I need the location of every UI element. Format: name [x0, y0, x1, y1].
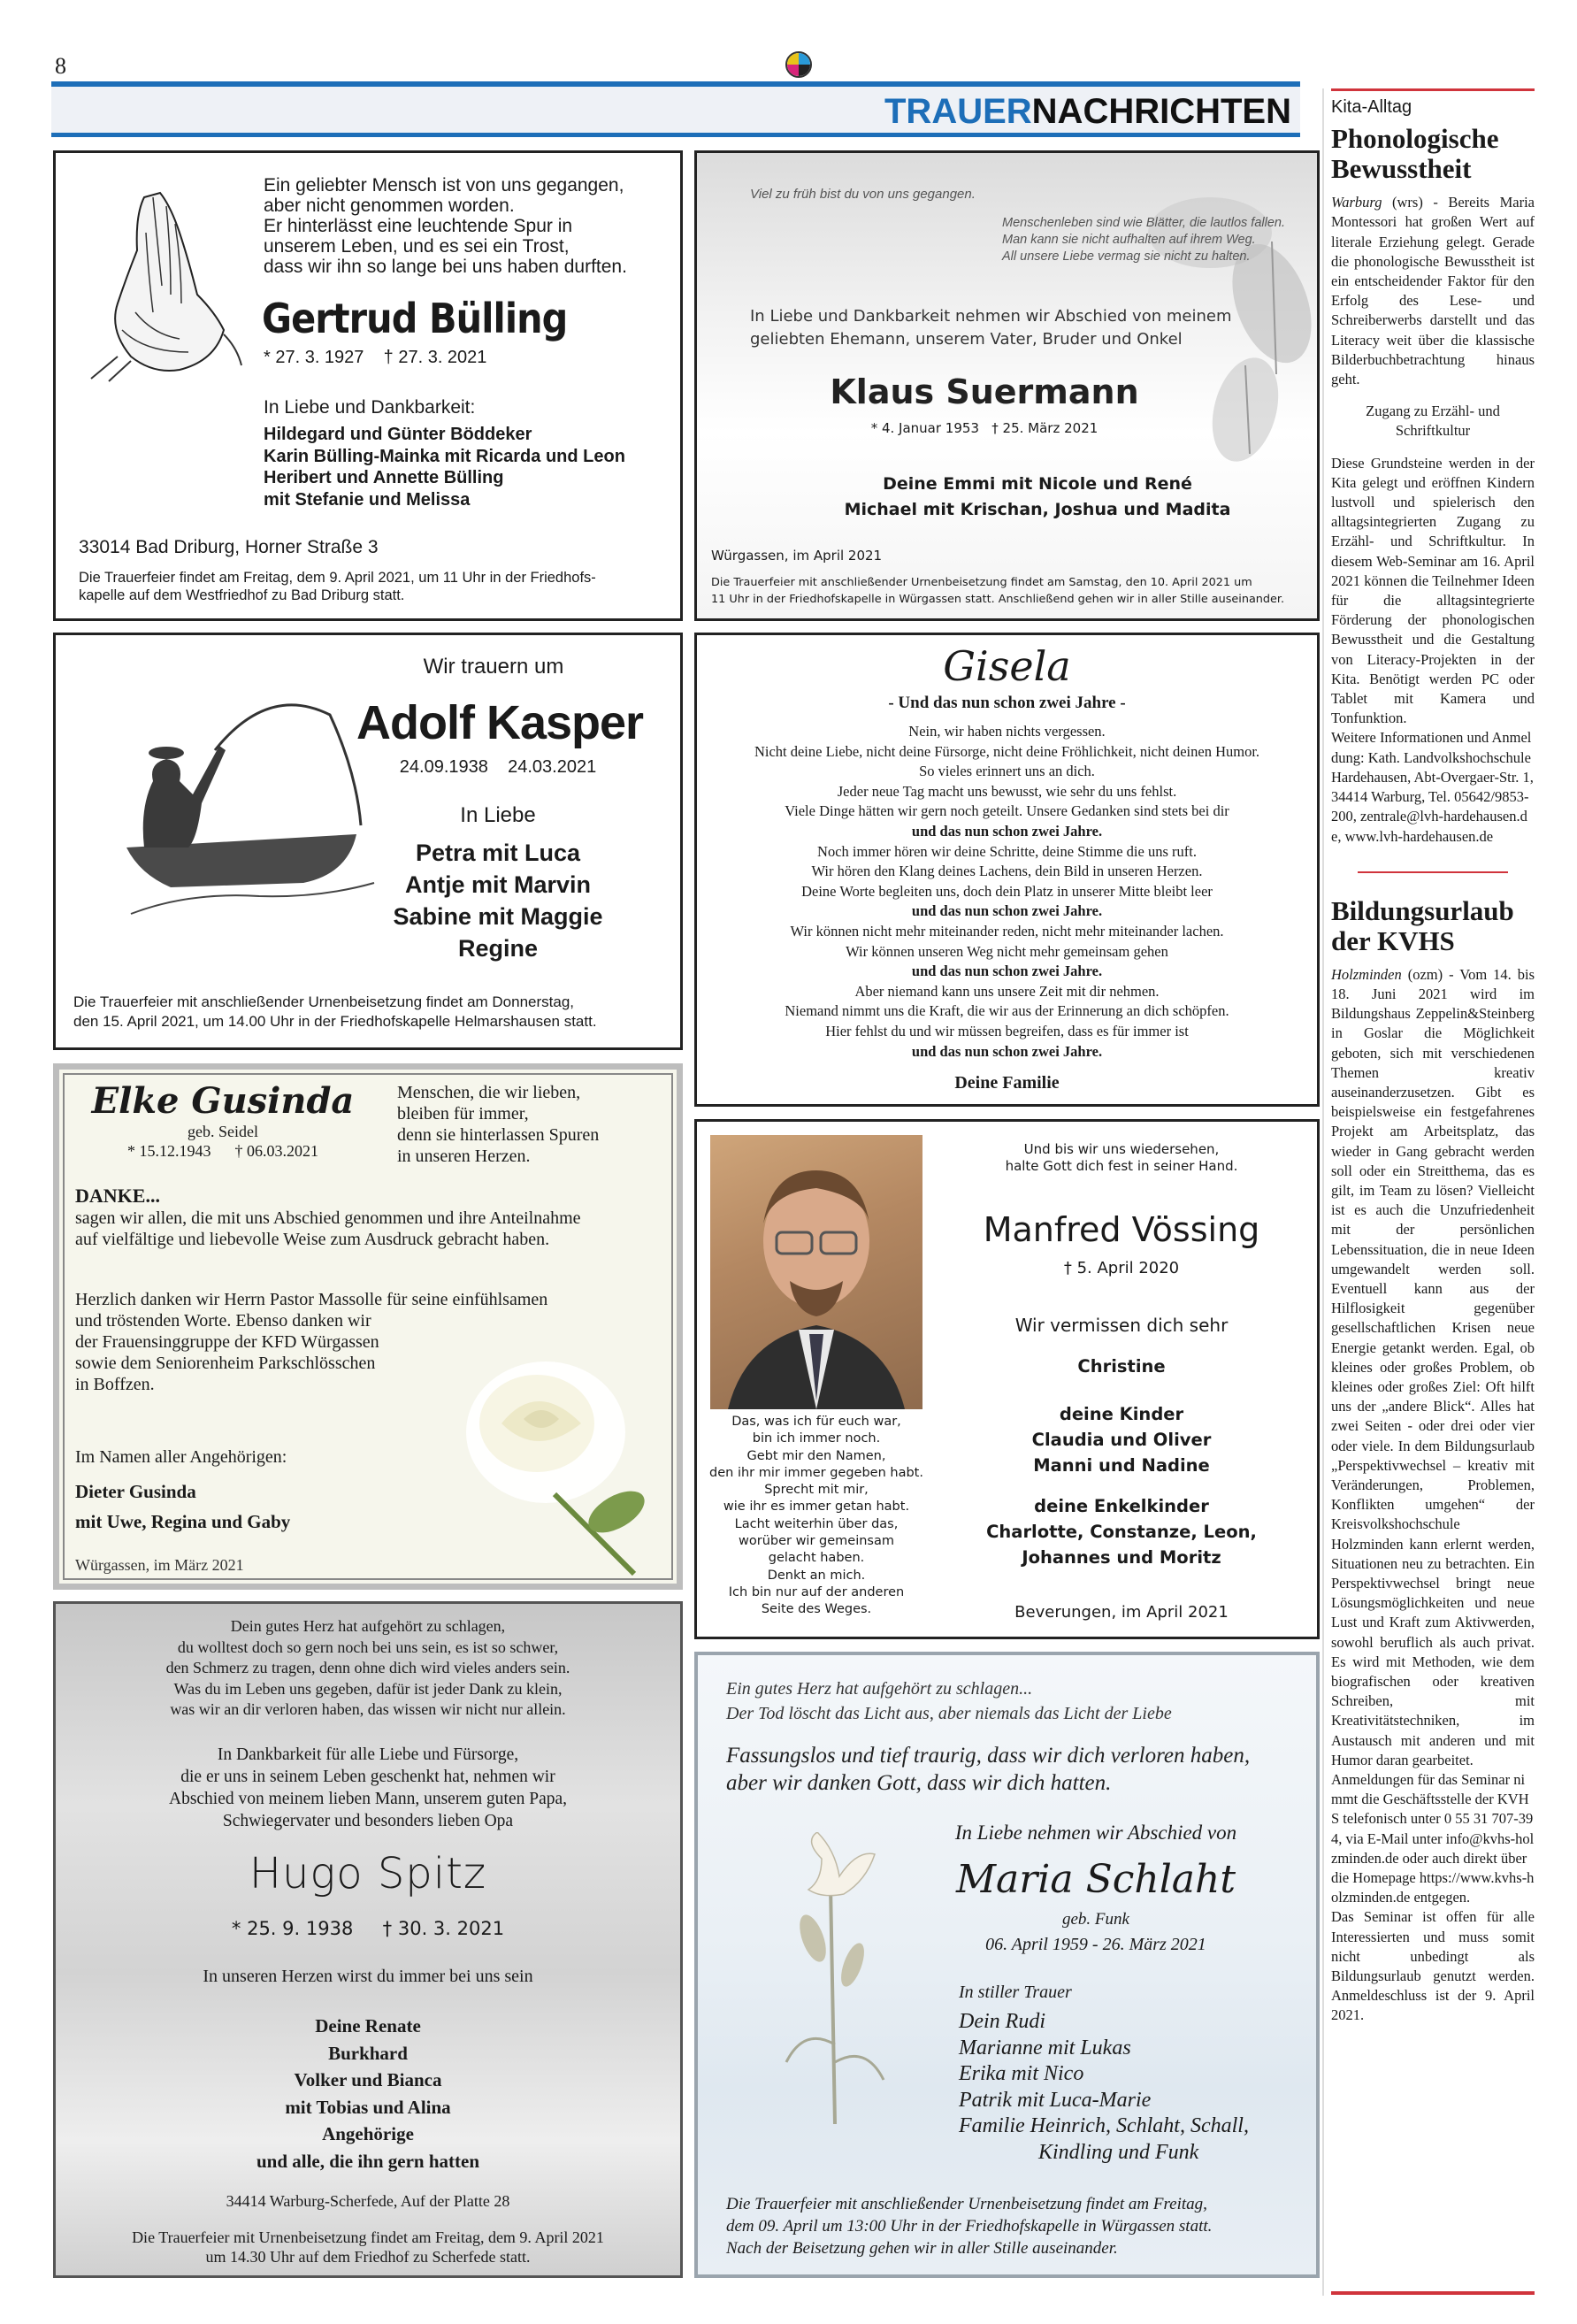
sidebar-news-column: [1331, 97, 1535, 2026]
life-dates: * 25. 9. 1938 † 30. 3. 2021: [231, 1918, 505, 1939]
family-intro: In Liebe: [460, 803, 536, 827]
section-header-bar: [51, 81, 1300, 133]
family-member: Deine Emmi mit Nicole und René: [883, 474, 1192, 494]
family-member: Claudia und Oliver: [1031, 1430, 1212, 1450]
family-member: deine Enkelkinder: [1034, 1496, 1209, 1516]
funeral-line: Die Trauerfeier mit anschließender Urnenbeisetzung findet am Samstag, den 10. April 2021 um: [711, 576, 1252, 589]
poem-line: Noch immer hören wir deine Schritte, deine Stimme die uns ruft.: [817, 842, 1197, 860]
poem-line: Menschen, die wir lieben,: [397, 1083, 581, 1102]
family-member: mit Stefanie und Melissa: [264, 489, 471, 510]
poem-line: Wir hören den Klang deines Lachens, dein Bild in unseren Herzen.: [811, 863, 1203, 880]
deceased-name: Klaus Suermann: [830, 372, 1139, 411]
funeral-line: den 15. April 2021, um 14.00 Uhr in der Friedhofskapelle Helmarshausen statt.: [73, 1013, 597, 1030]
poem: [264, 175, 627, 277]
quote-line: halte Gott dich fest in seiner Hand.: [1005, 1158, 1238, 1174]
poem-line: Nicht deine Liebe, nicht deine Fürsorge, nicht deine Fröhlichkeit, nicht deinen Humor.: [754, 742, 1260, 760]
life-dates: * 27. 3. 1927 † 27. 3. 2021: [264, 348, 487, 367]
funeral-line: dem 09. April um 13:00 Uhr in der Friedhofskapelle in Würgassen statt.: [726, 2217, 1213, 2236]
thanks-line: und tröstenden Worte. Ebenso danken wir: [75, 1311, 371, 1331]
family-intro: Wir vermissen dich sehr: [1014, 1315, 1229, 1336]
poem-line: bleiben für immer,: [397, 1104, 529, 1124]
family-list: [348, 837, 648, 964]
family-member: Manni und Nadine: [1033, 1455, 1210, 1476]
lead-line: Fassungslos und tief traurig, dass wir dich verloren haben,: [726, 1744, 1251, 1768]
lily-icon: [769, 1832, 901, 2124]
born-name: geb. Seidel: [188, 1123, 258, 1140]
header-rule: [51, 133, 1300, 137]
family-member: mit Tobias und Alina: [285, 2096, 451, 2118]
sidebar-bottom-rule: [1331, 2291, 1535, 2295]
place-date: Beverungen, im April 2021: [1014, 1603, 1229, 1622]
family-member: Hildegard und Günter Böddeker: [264, 425, 532, 444]
obituary-gisela: [694, 633, 1320, 1107]
obituary-maria-schlaht: [694, 1652, 1320, 2278]
poem: [397, 1082, 599, 1167]
poem-line: Ich bin nur auf der anderen: [728, 1584, 905, 1599]
sidebar-kicker: Kita-Alltag: [1331, 97, 1412, 117]
farewell-intro: In Liebe nehmen wir Abschied von: [954, 1822, 1237, 1844]
sidebar-separator: [1358, 871, 1508, 873]
poem-line: worüber wir gemeinsam: [739, 1534, 894, 1549]
sidebar-paragraph: [1331, 193, 1535, 389]
poem-line: bin ich immer noch.: [752, 1431, 881, 1446]
poem-line: Was du im Leben uns gegeben, dafür ist jeder Dank zu klein,: [173, 1679, 563, 1698]
refrain-line: und das nun schon zwei Jahre.: [911, 822, 1103, 840]
deceased-name: Manfred Vössing: [983, 1210, 1260, 1249]
family-member: mit Uwe, Regina und Gaby: [75, 1511, 291, 1532]
quote-top: Viel zu früh bist du von uns gegangen.: [750, 187, 976, 202]
poem-line: Wir können unseren Weg nicht mehr gemeinsam gehen: [846, 942, 1168, 960]
quote-line: Man kann sie nicht aufhalten auf ihrem Weg.: [1002, 233, 1256, 247]
quote-line: All unsere Liebe vermag sie nicht zu halten.: [1002, 249, 1251, 264]
grief-intro: In stiller Trauer: [959, 1983, 1072, 2002]
family-member: Dieter Gusinda: [75, 1481, 196, 1502]
family-member: Familie Heinrich, Schlaht, Schall,: [959, 2114, 1249, 2137]
place-date: Würgassen, im April 2021: [711, 548, 883, 564]
sidebar-paragraph: [1331, 965, 1535, 1770]
thanks-text: [75, 1208, 581, 1250]
section-title-part-b: NACHRICHTEN: [1031, 92, 1291, 131]
funeral-info: [56, 2228, 680, 2266]
family-member: Marianne mit Lukas: [959, 2036, 1131, 2059]
section-title: [884, 92, 1291, 132]
funeral-line: Die Trauerfeier findet am Freitag, dem 9. April 2021, um 11 Uhr in der Friedhofs-: [79, 570, 596, 586]
signature: Deine Familie: [954, 1073, 1060, 1093]
life-dates: * 4. Januar 1953 † 25. März 2021: [870, 420, 1099, 436]
obituary-klaus-suermann: [694, 150, 1320, 621]
obituary-elke-gusinda: [53, 1063, 683, 1590]
life-dates: * 15.12.1943 † 06.03.2021: [127, 1142, 318, 1160]
family-member: Regine: [457, 935, 539, 962]
portrait-photo-icon: [710, 1135, 922, 1409]
poem-line: denn sie hinterlassen Spuren: [397, 1125, 600, 1145]
sidebar-paragraph: Anmeldungen für das Seminar nimmt die Geschäftsstelle der KVHS telefonisch unter 0 55 31 707-394, via E-Mail unter info@kvhs-holzminden.de oder auch direkt über die Homepage https://www.kvhs-holzminden.de entgegen.: [1331, 1771, 1535, 1906]
sidebar-divider: [1322, 88, 1324, 2296]
poem-line: du wolltest doch so gern noch bei uns sein, es ist so schwer,: [177, 1638, 559, 1656]
funeral-info: [73, 993, 597, 1032]
quote: [726, 1676, 1172, 1726]
quote-line: Menschenleben sind wie Blätter, die lautlos fallen.: [1002, 216, 1285, 230]
funeral-line: Die Trauerfeier mit anschließender Urnenbeisetzung findet am Freitag,: [726, 2195, 1207, 2213]
funeral-info: [711, 574, 1284, 608]
poem-line: Wir können nicht mehr miteinander reden, nicht mehr miteinander lachen.: [790, 922, 1224, 940]
quote-line: Ein gutes Herz hat aufgehört zu schlagen...: [726, 1679, 1033, 1699]
family-intro: In Liebe und Dankbarkeit:: [264, 397, 476, 418]
thanks-line: der Frauensinggruppe der KFD Würgassen: [75, 1332, 379, 1352]
poem-line: Nein, wir haben nichts vergessen.: [908, 723, 1106, 740]
family-member: Volker und Bianca: [294, 2069, 442, 2090]
deceased-name: Adolf Kasper: [356, 696, 644, 749]
lead-line: aber wir danken Gott, dass wir dich hatten.: [726, 1771, 1112, 1795]
poem-line: Jeder neue Tag macht uns bewusst, wie sehr du uns fehlst.: [837, 782, 1177, 800]
address: 34414 Warburg-Scherfede, Auf der Platte 28: [226, 2192, 510, 2210]
sidebar-subheading: Zugang zu Erzähl- und Schriftkultur: [1366, 403, 1500, 440]
family-member: Erika mit Nico: [959, 2062, 1084, 2085]
intro-line: Abschied von meinem lieben Mann, unserem guten Papa,: [168, 1790, 567, 1808]
life-dates: † 5. April 2020: [1063, 1259, 1180, 1277]
header: Wir trauern um: [423, 655, 564, 679]
obituary-hugo-spitz: [53, 1601, 683, 2278]
family-member: Petra mit Luca: [415, 840, 581, 866]
life-dates: 24.09.1938 24.03.2021: [399, 757, 597, 777]
funeral-line: kapelle auf dem Westfriedhof zu Bad Driburg statt.: [79, 587, 405, 603]
place-date: Würgassen, im März 2021: [75, 1556, 244, 1574]
family-children: [936, 1401, 1307, 1478]
family-list: [75, 1476, 290, 1537]
lead-text: [726, 1742, 1250, 1797]
poem-line: Seite des Weges.: [761, 1602, 872, 1617]
poem-line: Denkt an mich.: [767, 1568, 866, 1583]
poem-line: Das, was ich für euch war,: [731, 1415, 901, 1429]
angler-boat-icon: [91, 693, 383, 932]
sidebar-paragraph: Diese Grundsteine werden in der Kita gelegt und eröffnen Kindern lustvoll und spielerisch den alltagsintegrierten Zugang zu Erzähl- und Schriftkultur. In diesem Web-Seminar am 16. April 2021 können die Teilnehmer Ideen für die alltagsintegrierte Förderung der phonologischen Bewusstheit und die Gestaltung von Literacy-Projekten in der Kita. Benötigt werden PC oder Tablet mit Kamera und Tonfunktion.: [1331, 454, 1535, 727]
sidebar-dateline: Holzminden: [1331, 965, 1402, 983]
deceased-name: Gertrud Bülling: [262, 295, 568, 342]
family-list: [264, 424, 625, 510]
quote-verse: [1002, 215, 1285, 265]
poem-line: den ihr mir immer gegeben habt.: [709, 1465, 923, 1480]
refrain-line: und das nun schon zwei Jahre.: [911, 1042, 1103, 1060]
deceased-name: Gisela: [943, 642, 1071, 690]
intro-line: die er uns in seinem Leben geschenkt hat, nehmen wir: [180, 1768, 555, 1786]
poem-line: was wir an dir verloren haben, das wissen wir nicht nur allein.: [170, 1700, 566, 1718]
sidebar-top-rule: [1331, 88, 1535, 91]
poem-line: Dein gutes Herz hat aufgehört zu schlagen,: [230, 1617, 506, 1635]
poem: [706, 1414, 927, 1619]
family-list: [959, 2009, 1249, 2140]
poem-line: gelacht haben.: [768, 1551, 865, 1566]
sidebar-headline-1: Phonologische Bewusstheit: [1331, 123, 1499, 185]
thanks-line: sagen wir allen, die mit uns Abschied genommen und ihre Anteilnahme: [75, 1208, 581, 1228]
family-member: und alle, die ihn gern hatten: [256, 2150, 480, 2172]
funeral-info: [79, 569, 596, 604]
intro-line: geliebten Ehemann, unserem Vater, Bruder und Onkel: [750, 330, 1183, 349]
farewell-intro: [750, 305, 1231, 351]
intro-line: In Liebe und Dankbarkeit nehmen wir Abschied von meinem: [750, 307, 1232, 326]
thanks-line: sowie dem Seniorenheim Parkschlösschen: [75, 1354, 376, 1373]
funeral-line: Nach der Beisetzung gehen wir in aller Stille auseinander.: [726, 2239, 1118, 2258]
refrain-line: und das nun schon zwei Jahre.: [911, 902, 1103, 920]
relatives-intro: Im Namen aller Angehörigen:: [75, 1447, 287, 1467]
life-dates: 06. April 1959 - 26. März 2021: [985, 1935, 1206, 1954]
thanks-title: DANKE...: [75, 1185, 160, 1207]
poem-line: den Schmerz zu tragen, denn ohne dich wird vieles anders sein.: [165, 1659, 570, 1676]
thanks-text-2: [75, 1289, 547, 1395]
poem-line: So vieles erinnert uns an dich.: [919, 763, 1095, 780]
obituary-adolf-kasper: [53, 633, 683, 1050]
funeral-line: Die Trauerfeier mit anschließender Urnenbeisetzung findet am Donnerstag,: [73, 993, 575, 1010]
poem-line: aber nicht genommen worden.: [264, 196, 515, 216]
praying-hands-icon: [82, 180, 250, 383]
sidebar-text: (wrs) - Bereits Maria Montessori hat großen Wert auf literale Erziehung gelegt. Gerade die phonologische Bewusstheit ist ein entscheidender Faktor für den Erfolg des Lese- und Schreiberwerbs darstellt und das Literacy weit über die klassische Bilderbuchbetrachtung hinaus geht.: [1331, 194, 1535, 388]
intro-line: Schwiegervater und besonders lieben Opa: [222, 1812, 514, 1830]
deceased-name: Maria Schlaht: [955, 1857, 1236, 1902]
poem: [56, 1616, 680, 1721]
family-member: Karin Bülling-Mainka mit Ricarda und Leon: [264, 446, 625, 466]
funeral-line: um 14.30 Uhr auf dem Friedhof zu Scherfede statt.: [205, 2248, 531, 2266]
poem-line: Gebt mir den Namen,: [746, 1448, 886, 1463]
hearts-line: In unseren Herzen wirst du immer bei uns sein: [203, 1967, 533, 1986]
funeral-line: 11 Uhr in der Friedhofskapelle in Würgassen statt. Anschließend gehen wir in aller Stille auseinander.: [711, 593, 1285, 606]
thanks-line: in Boffzen.: [75, 1375, 155, 1394]
family-member: Charlotte, Constanze, Leon,: [986, 1522, 1257, 1542]
poem-line: Viele Dinge hätten wir gern noch geteilt. Unsere Gedanken sind stets bei dir: [785, 802, 1229, 820]
funeral-info: [726, 2193, 1212, 2259]
family-member: Antje mit Marvin: [404, 871, 592, 898]
sidebar-paragraph: Weitere Informationen und Anmeldung: Kath. Landvolkshochschule Hardehausen, Abt-Overgaer-Str. 1, 34414 Warburg, Tel. 05642/9853-200, zentrale@lvh-hardehausen.de, www.lvh-hardehausen.de: [1331, 729, 1534, 845]
poem-line: Sprecht mit mir,: [764, 1483, 869, 1498]
registration-mark-icon: [785, 51, 812, 78]
poem-line: Niemand nimmt uns die Kraft, die wir aus der Erinnerung an dich schöpfen.: [785, 1002, 1229, 1020]
family-list: [838, 472, 1236, 523]
family-member: Patrik mit Luca-Marie: [959, 2088, 1152, 2112]
poem: [697, 722, 1317, 1062]
deceased-name: Elke Gusinda: [91, 1080, 355, 1122]
family-member: Michael mit Krischan, Joshua und Madita: [844, 500, 1231, 519]
section-title-part-a: TRAUER: [884, 92, 1032, 131]
refrain-line: und das nun schon zwei Jahre.: [911, 963, 1103, 980]
born-name: geb. Funk: [1062, 1910, 1129, 1929]
thanks-line: Herzlich danken wir Herrn Pastor Massolle für seine einfühlsamen: [75, 1290, 548, 1309]
quote: [936, 1141, 1307, 1175]
page-number: 8: [55, 53, 66, 79]
poem-line: unserem Leben, und es sei ein Trost,: [264, 236, 570, 257]
sidebar-dateline: Warburg: [1331, 194, 1382, 211]
family-member: Kindling und Funk: [1038, 2141, 1199, 2164]
family-member: deine Kinder: [1059, 1404, 1184, 1424]
poem-line: dass wir ihn so lange bei uns haben durften.: [264, 257, 627, 277]
quote-line: Der Tod löscht das Licht aus, aber niemals das Licht der Liebe: [726, 1704, 1172, 1723]
poem-line: Deine Worte begleiten uns, doch dein Platz in unserer Mitte bleibt leer: [801, 882, 1213, 900]
address: 33014 Bad Driburg, Horner Straße 3: [79, 537, 379, 557]
poem-line: wie ihr es immer getan habt.: [723, 1499, 910, 1515]
sidebar-headline-2: Bildungsurlaub der KVHS: [1331, 894, 1514, 956]
farewell-intro: [56, 1744, 680, 1832]
poem-line: Hier fehlst du und wir müssen begreifen, dass es für immer ist: [825, 1022, 1189, 1039]
obituary-manfred-vossing: [694, 1119, 1320, 1639]
poem-line: Er hinterlässt eine leuchtende Spur in: [264, 216, 573, 236]
family-member: Burkhard: [328, 2042, 408, 2064]
funeral-line: Die Trauerfeier mit Urnenbeisetzung findet am Freitag, dem 9. April 2021: [132, 2228, 604, 2246]
thanks-line: auf vielfältige und liebevolle Weise zum Ausdruck gebracht haben.: [75, 1230, 550, 1249]
poem-line: Aber niemand kann uns unsere Zeit mit dir nehmen.: [854, 982, 1160, 1000]
family-list: [56, 2013, 680, 2174]
family-member: Christine: [1077, 1356, 1166, 1377]
poem-line: in unseren Herzen.: [397, 1147, 531, 1166]
subtitle: - Und das nun schon zwei Jahre -: [888, 694, 1126, 712]
deceased-name: Hugo Spitz: [249, 1849, 487, 1898]
family-member: Johannes und Moritz: [1022, 1547, 1221, 1568]
family-grandchildren: [936, 1493, 1307, 1570]
poem-line: Ein geliebter Mensch ist von uns gegangen,: [264, 175, 624, 196]
family-member: Angehörige: [322, 2123, 414, 2144]
intro-line: In Dankbarkeit für alle Liebe und Fürsorge,: [217, 1745, 519, 1764]
quote-line: Und bis wir uns wiedersehen,: [1023, 1141, 1220, 1157]
obituary-gertrud-bulling: [53, 150, 683, 621]
family-member: Sabine mit Maggie: [393, 903, 603, 930]
sidebar-text: (ozm) - Vom 14. bis 18. Juni 2021 wird im Bildungshaus Zeppelin&Steinberg in Goslar die Möglichkeit geboten, sich mit verschiedenen Themen kreativ auseinanderzusetzen. Gibt es beispielsweise ein festgefahrenes Projekt am Arbeitsplatz, das wieder in Gang gebracht werden soll oder ein Streitthema, das es gilt, im Team zu lösen? Vielleicht ist es auch die Unzufriedenheit mit der persönlichen Lebenssituation, die in neue Ideen umgewandelt werden soll. Eventuell kann aus der Hilflosigkeit gegenüber gesellschaftlichen Krisen neue Energie getankt werden. Egal, ob kleines oder großes Problem, ob kleines oder großes Ziel: Oft hilft uns der „andere Blick“. Alles hat zwei Seiten - oder drei oder vier oder viele. In dem Bildungsurlaub „Perspektivwechsel – kreativ mit Veränderungen, Problemen, Konflikten umgehen“ der Kreisvolkshochschule Holzminden kann erlernt werden, Situationen neu zu betrachten. Ein Perspektivwechsel bringt neue Lösungsmöglichkeiten und neue Lust und Kraft zum Aktivwerden, sowohl beruflich als auch privat. Es wird mit Methoden, wie dem biografischen oder kreativen Schreiben, mit Kreativitätstechniken, im Austausch mit anderen und mit Humor daran gearbeitet.: [1331, 965, 1535, 1768]
poem-line: Lacht weiterhin über das,: [734, 1516, 899, 1531]
family-member: Deine Renate: [315, 2015, 421, 2036]
family-member: Heribert und Annette Bülling: [264, 468, 504, 487]
family-member: Dein Rudi: [959, 2010, 1045, 2033]
sidebar-paragraph: Das Seminar ist offen für alle Interessierten und muss somit nicht unbedingt als Bildungsurlaub genutzt werden. Anmeldeschluss ist der 9. April 2021.: [1331, 1908, 1535, 2024]
